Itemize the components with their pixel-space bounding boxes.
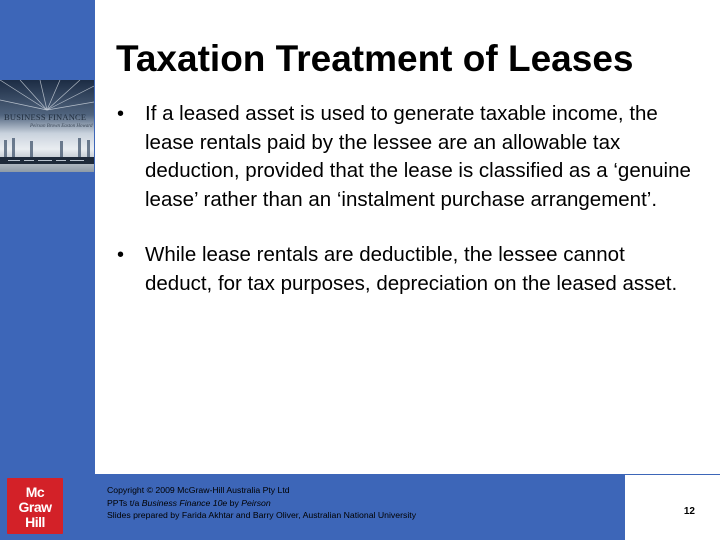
footer-credits	[107, 484, 416, 522]
ppts-book-title: Business Finance 10e	[141, 497, 228, 508]
page-number: 12	[683, 506, 695, 517]
copyright-line: Copyright © 2009 McGraw-Hill Australia Pty Ltd	[107, 485, 290, 495]
bullet-item	[116, 100, 696, 214]
ppts-prefix: PPTs t/a	[107, 497, 142, 508]
bullet-text: If a leased asset is used to generate taxable income, the lease rentals paid by the lessee are an allowable tax deduction, provided that the lease is classified as a ‘genuine lease’ rather than an ‘instalment purchase arrangement’.	[145, 102, 691, 211]
slides-prepared-line: Slides prepared by Farida Akhtar and Barry Oliver, Australian National University	[107, 510, 417, 520]
book-cover-title: BUSINESS FINANCE	[4, 112, 87, 122]
book-cover-band	[0, 157, 94, 164]
logo-line-3: Hill	[25, 514, 45, 530]
bullet-list	[116, 100, 696, 298]
book-cover-image	[0, 80, 94, 172]
mcgraw-hill-logo	[7, 478, 63, 534]
ppts-line	[107, 497, 416, 510]
ppts-by: by	[227, 497, 242, 508]
logo-line-1: Mc	[25, 484, 45, 500]
logo-line-2: Graw	[18, 499, 52, 515]
ppts-author: Peirson	[241, 497, 271, 508]
slide-title: Taxation Treatment of Leases	[116, 38, 634, 79]
bullet-marker: •	[117, 103, 125, 125]
bullet-text: While lease rentals are deductible, the lessee cannot deduct, for tax purposes, depreciation on the leased asset.	[145, 243, 678, 295]
book-cover-authors: Peirson Brown Easton Howard	[30, 124, 93, 129]
bullet-marker: •	[117, 244, 125, 266]
bullet-item	[116, 241, 696, 298]
page-number-box	[625, 475, 720, 540]
